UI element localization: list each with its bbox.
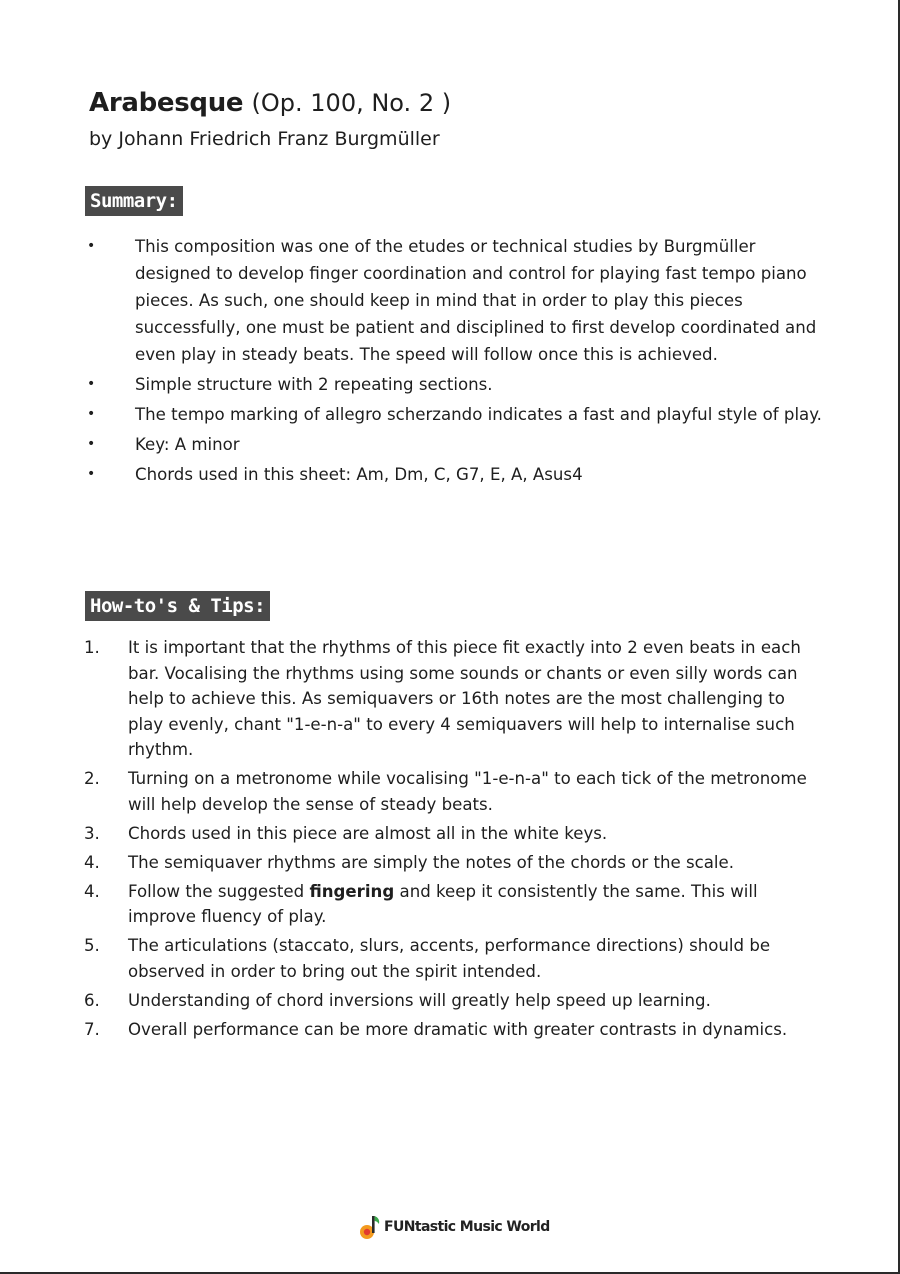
item-number: 6. [84, 991, 100, 1011]
summary-item-text: Key: A minor [135, 435, 240, 454]
bullet-marker: • [87, 406, 96, 422]
tip-text: Overall performance can be more dramatic with greater contrasts in dynamics. [128, 1020, 788, 1040]
opus-number: (Op. 100, No. 2 ) [251, 89, 452, 117]
list-item [84, 766, 824, 817]
footer-brand [358, 1212, 550, 1242]
list-item [84, 821, 824, 847]
list-item [84, 635, 824, 763]
summary-item-text: Simple structure with 2 repeating sections. [135, 375, 493, 394]
composer-line: by Johann Friedrich Franz Burgmüller [89, 128, 440, 150]
item-number: 4. [84, 881, 100, 901]
summary-item-text: The tempo marking of allegro scherzando indicates a fast and playful style of play. [135, 405, 822, 424]
page-title [89, 86, 451, 120]
tip-text-before: Follow the suggested [128, 881, 310, 901]
summary-list [84, 233, 824, 491]
tip-text: It is important that the rhythms of this piece fit exactly into 2 even beats in each bar. Vocalising the rhythms using some sounds or chants or even silly words can help to achieve this. As semiquavers or 16th notes are the most challenging to play evenly, chant "1-e-n-a" to every 4 semiquavers will help to internalise such rhythm. [128, 638, 801, 759]
list-item [84, 401, 824, 428]
bullet-marker: • [87, 466, 96, 482]
list-item [84, 988, 824, 1014]
list-item [84, 879, 824, 930]
list-item [84, 233, 824, 368]
bullet-marker: • [87, 238, 96, 254]
summary-item-text: This composition was one of the etudes or technical studies by Burgmüller designed to develop finger coordination and control for playing fast tempo piano pieces. As such, one should keep in mind that in order to play this pieces successfully, one must be patient and disciplined to first develop coordinated and even play in steady beats. The speed will follow once this is achieved. [135, 237, 817, 364]
music-note-logo-icon [358, 1212, 382, 1242]
tip-text: Chords used in this piece are almost all in the white keys. [128, 823, 608, 843]
piece-title: Arabesque [89, 88, 244, 118]
tips-list [84, 635, 824, 1046]
list-item [84, 850, 824, 876]
bullet-marker: • [87, 376, 96, 392]
brand-name: FUNtastic Music World [384, 1219, 550, 1235]
list-item [84, 461, 824, 488]
tip-text-after: and keep it consistently the same. This will improve fluency of play. [128, 881, 758, 927]
list-item [84, 371, 824, 398]
fingering-emphasis: fingering [309, 881, 395, 901]
list-item [84, 431, 824, 458]
item-number: 5. [84, 936, 100, 956]
bullet-marker: • [87, 436, 96, 452]
tip-text: Understanding of chord inversions will greatly help speed up learning. [128, 991, 711, 1011]
tip-text: The articulations (staccato, slurs, accents, performance directions) should be observed in order to bring out the spirit intended. [128, 936, 771, 981]
list-item [84, 1017, 824, 1043]
item-number: 4. [84, 852, 100, 872]
item-number: 7. [84, 1020, 100, 1040]
tip-text [128, 882, 758, 927]
summary-item-text: Chords used in this sheet: Am, Dm, C, G7, E, A, Asus4 [135, 465, 583, 484]
tips-heading: How-to's & Tips: [85, 591, 270, 621]
item-number: 2. [84, 769, 100, 789]
summary-heading: Summary: [85, 186, 183, 216]
item-number: 1. [84, 638, 100, 657]
tip-text: The semiquaver rhythms are simply the notes of the chords or the scale. [128, 852, 735, 872]
item-number: 3. [84, 823, 100, 843]
list-item [84, 933, 824, 984]
tip-text: Turning on a metronome while vocalising "1-e-n-a" to each tick of the metronome will help develop the sense of steady beats. [128, 769, 807, 814]
